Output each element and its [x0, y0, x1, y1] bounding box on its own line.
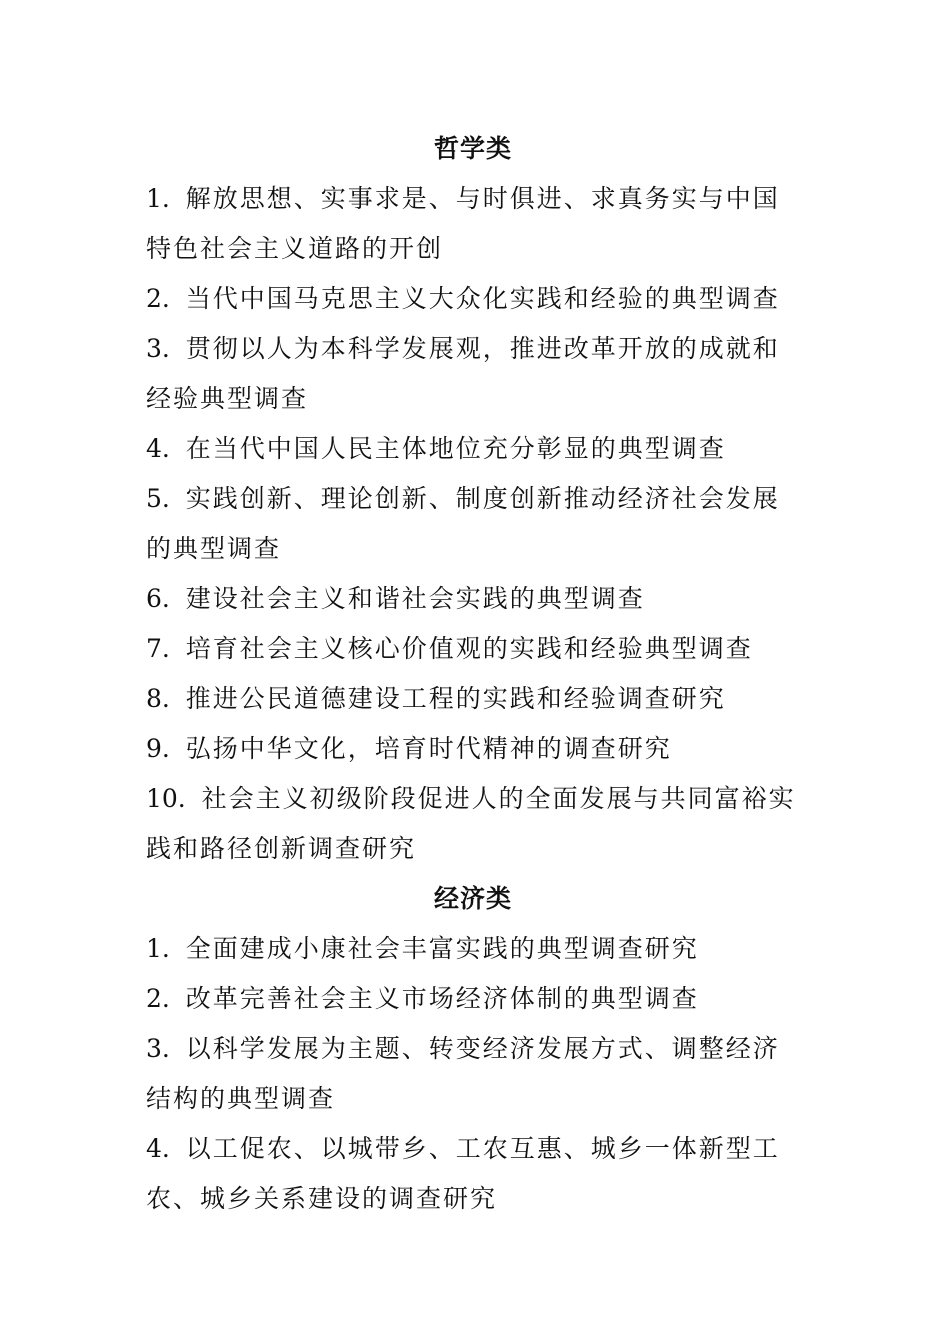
- section-heading-economics: 经济类: [433, 884, 512, 913]
- item-number: 4.: [146, 1134, 170, 1163]
- list-item: [146, 574, 806, 624]
- item-number: 1.: [146, 184, 170, 213]
- list-item: [146, 424, 806, 474]
- item-text: 在当代中国人民主体地位充分彰显的典型调查: [185, 434, 726, 463]
- item-number: 3.: [146, 334, 170, 363]
- list-item: [146, 274, 806, 324]
- item-number: 4.: [146, 434, 170, 463]
- item-text: 培育社会主义核心价值观的实践和经验典型调查: [185, 634, 753, 663]
- item-number: 2.: [146, 284, 170, 313]
- list-item: [146, 624, 806, 674]
- item-text: 全面建成小康社会丰富实践的典型调查研究: [185, 934, 699, 963]
- list-item: [146, 474, 806, 574]
- item-number: 8.: [146, 684, 170, 713]
- item-text: 实践创新、理论创新、制度创新推动经济社会发展的典型调查: [146, 484, 780, 563]
- list-item: [146, 924, 806, 974]
- section-heading-philosophy: 哲学类: [433, 134, 512, 163]
- item-number: 3.: [146, 1034, 170, 1063]
- item-text: 贯彻以人为本科学发展观，推进改革开放的成就和经验典型调查: [146, 334, 780, 413]
- list-item: [146, 674, 806, 724]
- item-text: 建设社会主义和谐社会实践的典型调查: [185, 584, 645, 613]
- item-text: 弘扬中华文化，培育时代精神的调查研究: [185, 734, 672, 763]
- item-text: 推进公民道德建设工程的实践和经验调查研究: [185, 684, 726, 713]
- item-text: 当代中国马克思主义大众化实践和经验的典型调查: [185, 284, 780, 313]
- document-content: [146, 124, 806, 1224]
- item-text: 以科学发展为主题、转变经济发展方式、调整经济结构的典型调查: [146, 1034, 780, 1113]
- list-item: [146, 324, 806, 424]
- list-item: [146, 1124, 806, 1224]
- list-item: [146, 174, 806, 274]
- item-number: 6.: [146, 584, 170, 613]
- list-item: [146, 774, 806, 874]
- list-item: [146, 724, 806, 774]
- item-number: 9.: [146, 734, 170, 763]
- item-text: 改革完善社会主义市场经济体制的典型调查: [185, 984, 699, 1013]
- item-text: 以工促农、以城带乡、工农互惠、城乡一体新型工农、城乡关系建设的调查研究: [146, 1134, 780, 1213]
- item-number: 1.: [146, 934, 170, 963]
- list-item: [146, 1024, 806, 1124]
- item-text: 解放思想、实事求是、与时俱进、求真务实与中国特色社会主义道路的开创: [146, 184, 780, 263]
- item-text: 社会主义初级阶段促进人的全面发展与共同富裕实践和路径创新调查研究: [146, 784, 796, 863]
- item-number: 2.: [146, 984, 170, 1013]
- item-number: 10.: [146, 784, 186, 813]
- item-number: 7.: [146, 634, 170, 663]
- list-item: [146, 974, 806, 1024]
- item-number: 5.: [146, 484, 170, 513]
